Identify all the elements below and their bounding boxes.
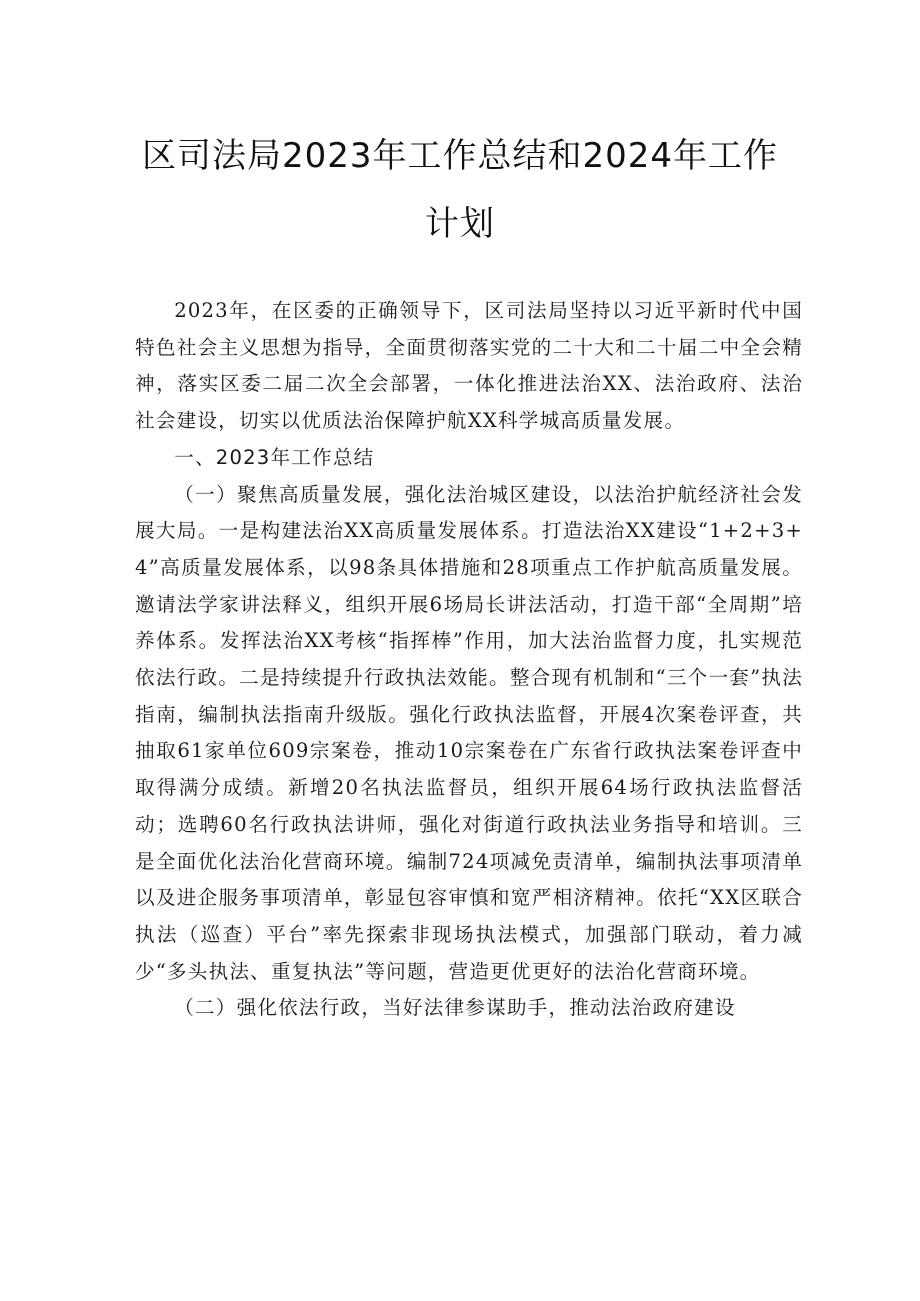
- body-paragraph-1: （一）聚焦高质量发展，强化法治城区建设，以法治护航经济社会发展大局。一是构建法治XX高质量发展体系。打造法治XX建设“1+2+3+4”高质量发展体系，以98条具体措施和28项重点工作护航高质量发展。邀请法学家讲法释义，组织开展6场局长讲法活动，打造干部“全周期”培养体系。发挥法治XX考核“指挥棒”作用，加大法治监督力度，扎实规范依法行政。二是持续提升行政执法效能。整合现有机制和“三个一套”执法指南，编制执法指南升级版。强化行政执法监督，开展4次案卷评查，共抽取61家单位609宗案卷，推动10宗案卷在广东省行政执法案卷评查中取得满分成绩。新增20名执法监督员，组织开展64场行政执法监督活动；选聘60名行政执法讲师，强化对街道行政执法业务指导和培训。三是全面优化法治化营商环境。编制724项减免责清单，编制执法事项清单以及进企服务事项清单，彰显包容审慎和宽严相济精神。依托“XX区联合执法（巡查）平台”率先探索非现场执法模式，加强部门联动，着力减少“多头执法、重复执法”等问题，营造更优更好的法治化营商环境。: [135, 482, 803, 983]
- document-title-line-2: 计划: [425, 204, 495, 244]
- document-title-line-1: 区司法局2023年工作总结和2024年工作: [141, 136, 779, 176]
- document-body: [135, 293, 803, 1027]
- section-heading: 一、2023年工作总结: [174, 445, 375, 469]
- intro-paragraph: 2023年，在区委的正确领导下，区司法局坚持以习近平新时代中国特色社会主义思想为指导，全面贯彻落实党的二十大和二十届二中全会精神，落实区委二届二次全会部署，一体化推进法治XX、法治政府、法治社会建设，切实以优质法治保障护航XX科学城高质量发展。: [135, 299, 803, 433]
- body-paragraph-2: （二）强化依法行政，当好法律参谋助手，推动法治政府建设: [174, 996, 736, 1020]
